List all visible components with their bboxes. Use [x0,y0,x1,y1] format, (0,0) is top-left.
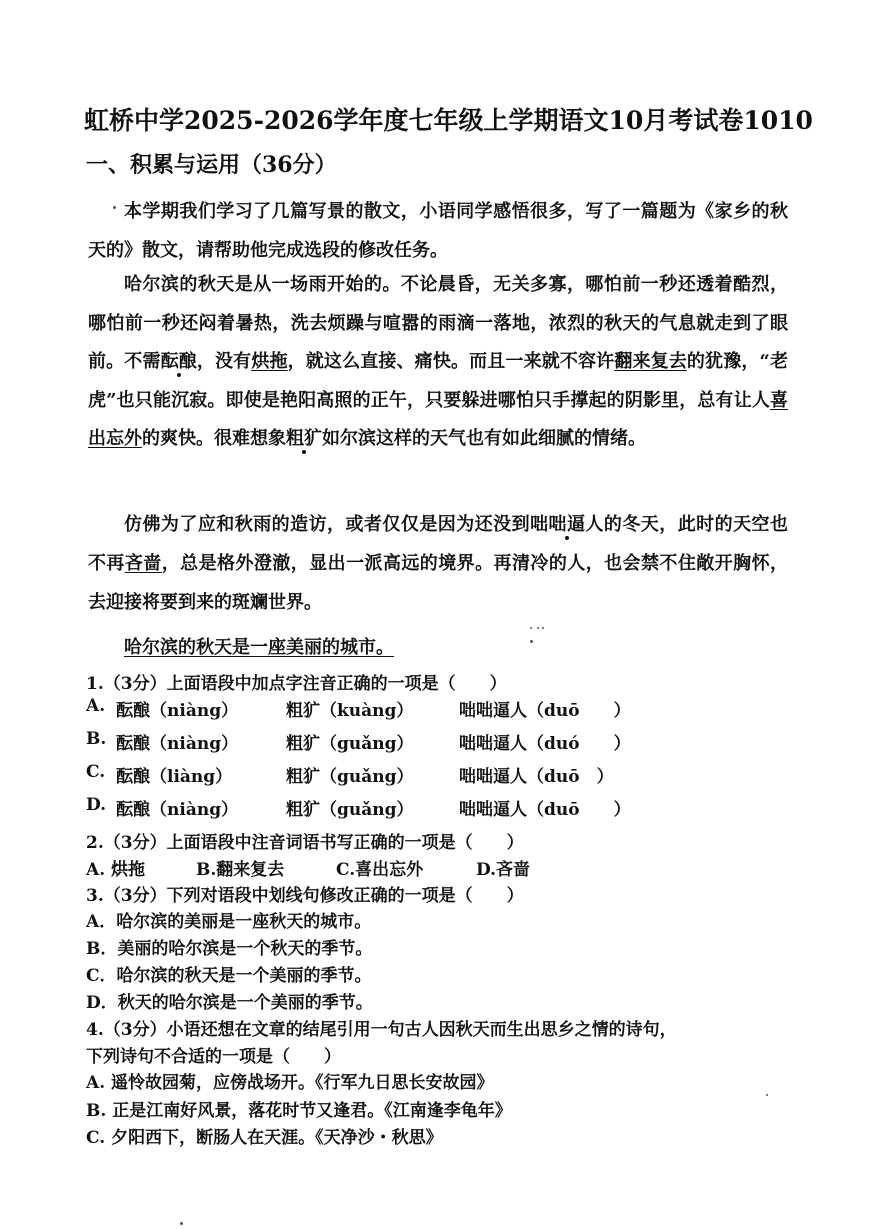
p1-text-a: 哈尔滨的秋天是从一场雨开始的。不论晨昏，无关多寡，哪怕前一秒还透着酷烈，哪怕前一秒还闷着暑热，洗去烦躁与喧嚣的雨滴一落地，浓烈的秋天的气息就走到了眼前。不需 [88,274,788,372]
q1-option-word-3: 咄咄逼人（duó ） [459,734,631,754]
q4-stem-line-1: 4.（3分）小语还想在文章的结尾引用一句古人因秋天而生出思乡之情的诗句， [86,1020,677,1040]
p1-text-e: 的爽快。很难想象 [142,428,286,449]
intro-text: 本学期我们学习了几篇写景的散文，小语同学感悟很多，写了一篇题为《家乡的秋天的》散文，请帮助他完成选段的修改任务。 [88,201,788,261]
q1-option-letter: A. [86,696,106,716]
underlined-word-fanlaifuqu: 翻来复去 [614,351,687,372]
q1-option-word-1: 酝酿（liàng） [116,767,233,787]
scan-speck [180,1222,183,1225]
q1-option-word-2: 粗犷（kuàng） [286,701,414,721]
q2-stem: 2.（3分）上面语段中注音词语书写正确的一项是（ ） [86,833,524,853]
p2-text-a: 仿佛为了应和秋雨的造访，或者仅仅是因为还没到 [124,514,531,535]
q1-option-word-3: 咄咄逼人（duō ） [459,701,631,721]
q2-option-b[interactable]: B.翻来复去 [196,860,285,880]
q3-option-c[interactable]: C．哈尔滨的秋天是一个美丽的季节。 [86,966,372,986]
passage-paragraph-1 [88,266,788,459]
p1-text-d: 的犹豫，“老虎”也只能沉寂。即使是艳阳高照的正午，只要躲进哪怕只手撑起的阴影里，总有让人 [88,351,789,411]
q4-option-a[interactable]: A. 遥怜故园菊，应傍战场开。《行军九日思长安故园》 [86,1073,494,1093]
underlined-sentence: 哈尔滨的秋天是一座美丽的城市。 [124,637,394,658]
section-heading: 一、积累与运用（36分） [86,152,337,178]
p1-text-b: ，没有 [196,351,252,372]
dotted-word-cuguang: 粗犷 [286,428,322,449]
q4-stem-line-2: 下列诗句不合适的一项是（ ） [86,1047,341,1067]
dotted-word-duoduobiren: 咄咄逼人 [530,514,604,535]
q3-option-b[interactable]: B．美丽的哈尔滨是一个秋天的季节。 [86,939,373,959]
intro-paragraph [88,192,788,270]
p1-text-f: 如尔滨这样的天气也有如此细腻的情绪。 [322,428,646,449]
q1-option-letter: C. [86,762,106,782]
scan-speck [530,640,533,643]
q4-option-b[interactable]: B. 正是江南好风景，落花时节又逢君。《江南逢李龟年》 [86,1101,512,1121]
underlined-word-linse: 吝啬 [124,553,162,574]
scan-speck [530,627,532,629]
q1-stem: 1.（3分）上面语段中加点字注音正确的一项是（ ） [86,674,507,694]
p2-text-b: 的冬天，此时的天空也不再 [88,514,789,574]
q1-option-word-3: 咄咄逼人（duō ） [459,800,631,820]
exam-title: 虹桥中学2025-2026学年度七年级上学期语文10月考试卷1010 [84,106,813,135]
q1-option-word-1: 酝酿（niàng） [116,800,239,820]
q3-option-a[interactable]: A．哈尔滨的美丽是一座秋天的城市。 [86,912,372,932]
q1-option-letter: D. [86,795,107,815]
q1-option-word-2: 粗犷（guǎng） [286,767,414,787]
q1-option-word-1: 酝酿（niàng） [116,734,239,754]
q2-option-a[interactable]: A. 烘拖 [86,860,146,880]
scan-speck [537,627,539,629]
q1-option-word-3: 咄咄逼人（duō ） [459,767,614,787]
underlined-word-xichuwangwai: 喜出忘外 [88,389,788,449]
q4-option-c[interactable]: C. 夕阳西下，断肠人在天涯。《天净沙・秋思》 [86,1128,443,1148]
q2-option-c[interactable]: C.喜出忘外 [336,860,424,880]
dotted-word-yunniang: 酝酿 [160,351,197,372]
scan-speck [113,206,116,209]
q1-option-word-2: 粗犷（guǎng） [286,734,414,754]
scan-speck [542,627,544,629]
q2-option-d[interactable]: D.吝啬 [476,860,531,880]
passage-paragraph-2 [88,505,788,622]
p1-text-c: ，就这么直接、痛快。而且一来就不容许 [287,351,615,372]
q1-option-word-2: 粗犷（guǎng） [286,800,414,820]
scan-speck [766,1094,768,1096]
q1-option-word-1: 酝酿（niàng） [116,701,239,721]
p2-text-c: ，总是格外澄澈，显出一派高远的境界。再清冷的人，也会禁不住敞开胸怀，去迎接将要到来的斑斓世界。 [88,553,789,613]
q1-option-letter: B. [86,729,107,749]
underlined-word-hongtuo: 烘拖 [251,351,288,372]
q3-option-d[interactable]: D．秋天的哈尔滨是一个美丽的季节。 [86,993,373,1013]
q3-stem: 3.（3分）下列对语段中划线句修改正确的一项是（ ） [86,886,524,906]
